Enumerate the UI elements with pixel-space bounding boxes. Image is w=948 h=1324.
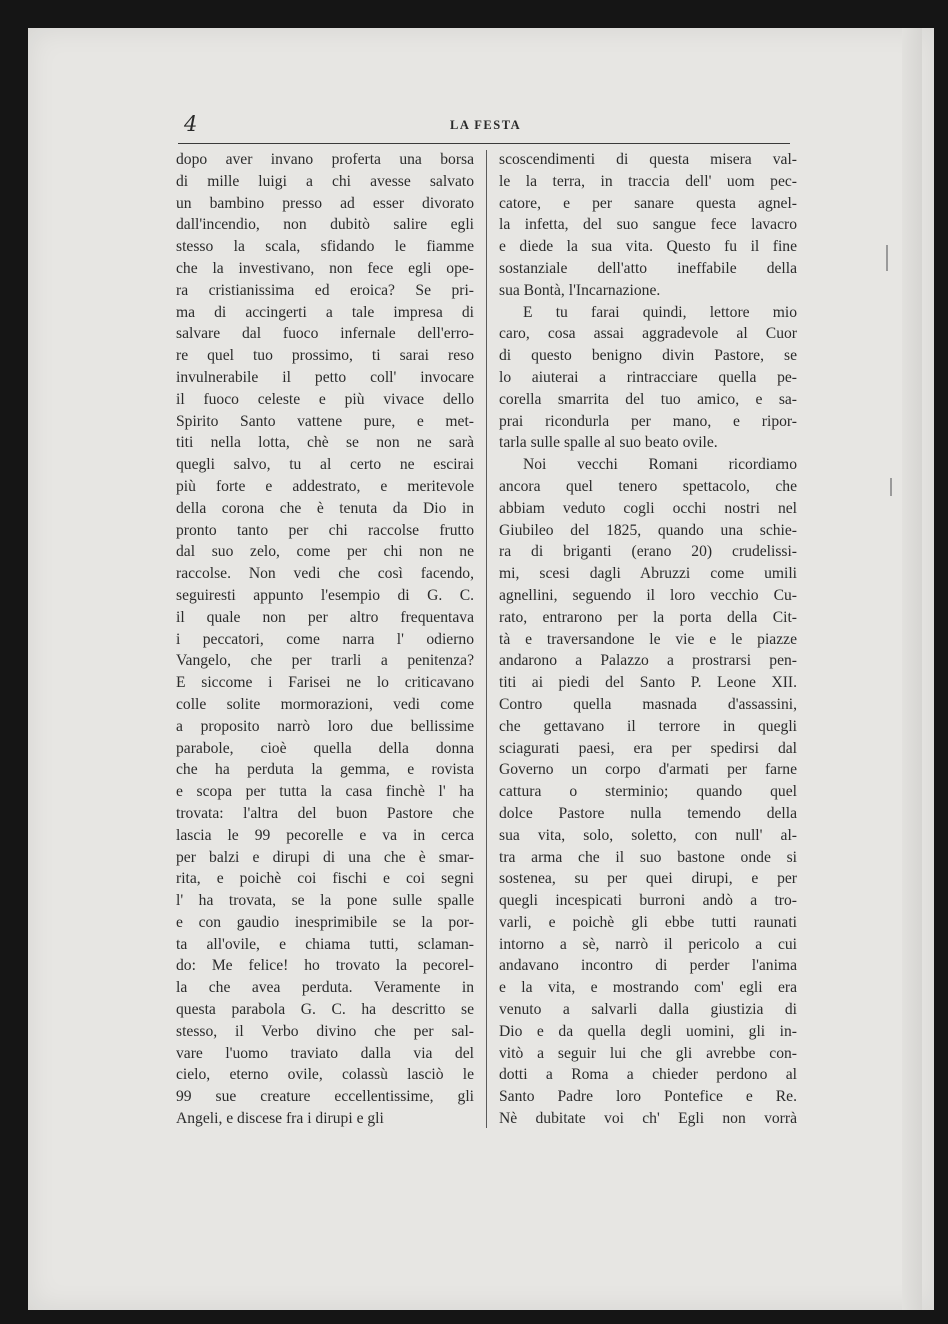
margin-mark	[886, 245, 888, 271]
text-line: la che avea perduta. Veramente in	[176, 979, 474, 997]
text-line: stesso la scala, sfidando le fiamme	[176, 238, 474, 256]
text-line: dal suo zelo, come per chi non ne	[176, 543, 474, 561]
text-line: mi, scesi dagli Abruzzi come umili	[499, 565, 797, 583]
text-line: tra arma che il suo bastone onde si	[499, 848, 797, 866]
text-line: catore, e per sanare questa agnel-	[499, 194, 797, 212]
text-line: dotti a Roma a chieder perdono al	[499, 1066, 797, 1084]
text-line: a proposito narrò loro due bellissime	[176, 717, 474, 735]
page-edge	[902, 28, 922, 1310]
text-line: ra cristianissima ed eroica? Se pri-	[176, 281, 474, 299]
text-line: sua vita, solo, soletto, con null' al-	[499, 826, 797, 844]
text-line: cielo, eterno ovile, colassù lasciò le	[176, 1066, 474, 1084]
text-line: lascia le 99 pecorelle e va in cerca	[176, 826, 474, 844]
text-line: ra di briganti (erano 20) crudelissi-	[499, 543, 797, 561]
running-title: LA FESTA	[450, 118, 522, 132]
text-line: che gettavano il terrore in quegli	[499, 717, 797, 735]
text-line: il quale non per altro frequentava	[176, 608, 474, 626]
text-line: la infetta, del suo sangue fece lavacro	[499, 216, 797, 234]
text-line: titi nella lotta, chè se non ne sarà	[176, 434, 474, 452]
text-line: sostenea, su per quei dirupi, e per	[499, 870, 797, 888]
text-line: caro, cosa assai aggradevole al Cuor	[499, 325, 797, 343]
text-line: della corona che è tenuta da Dio in	[176, 499, 474, 517]
text-line: Vangelo, che per trarli a penitenza?	[176, 652, 474, 670]
text-line: Noi vecchi Romani ricordiamo	[523, 456, 797, 474]
text-line: e con gaudio inesprimibile se la por-	[176, 913, 474, 931]
text-line: ta all'ovile, e chiama tutti, sclaman-	[176, 935, 474, 953]
text-line: che la investivano, non fece egli ope-	[176, 259, 474, 277]
text-line: che ha perduta la gemma, e rovista	[176, 761, 474, 779]
text-line: e diede la sua vita. Questo fu il fine	[499, 238, 797, 256]
text-line: le la terra, in traccia dell' uom pec-	[499, 172, 797, 190]
text-line: trovata: l'altra del buon Pastore che	[176, 804, 474, 822]
text-line: Dio e da quella degli uomini, gli in-	[499, 1022, 797, 1040]
text-line: i peccatori, come narra l' odierno	[176, 630, 474, 648]
text-line: il fuoco celeste e più vivace dello	[176, 390, 474, 408]
text-line: stesso, il Verbo divino che per sal-	[176, 1022, 474, 1040]
text-line: per balzi e dirupi di una che è smar-	[176, 848, 474, 866]
text-line: E siccome i Farisei ne lo criticavano	[176, 674, 474, 692]
text-line: ancora quel tenero spettacolo, che	[499, 477, 797, 495]
header-rule	[178, 143, 790, 144]
text-line: rita, e poichè coi fischi e coi segni	[176, 870, 474, 888]
right-column	[499, 149, 797, 1130]
text-line: corella smarrita del tuo amico, e sa-	[499, 390, 797, 408]
page-sheet	[28, 28, 934, 1310]
text-line: Santo Padre loro Pontefice e Re.	[499, 1088, 797, 1106]
text-line: titi ai piedi del Santo P. Leone XII.	[499, 674, 797, 692]
text-line: sostanziale dell'atto ineffabile della	[499, 259, 797, 277]
text-line: do: Me felice! ho trovato la pecorel-	[176, 957, 474, 975]
text-line: Giubileo del 1825, quando una schie-	[499, 521, 797, 539]
text-line: Nè dubitate voi ch' Egli non vorrà	[499, 1110, 797, 1128]
text-line: sciagurati paesi, era per spedirsi dal	[499, 739, 797, 757]
text-line: rato, entrarono per la porta della Cit-	[499, 608, 797, 626]
text-line: andavano incontro di perder l'anima	[499, 957, 797, 975]
text-line: cattura o sterminio; quando quel	[499, 783, 797, 801]
text-line: pronto tanto per chi raccolse frutto	[176, 521, 474, 539]
text-line: Contro quella masnada d'assassini,	[499, 695, 797, 713]
text-line: quegli salvo, tu al certo ne escirai	[176, 456, 474, 474]
text-line: lo aiuterai a rintracciare quella pe-	[499, 368, 797, 386]
page-number: 4	[184, 112, 198, 136]
text-line: salvare dal fuoco infernale dell'erro-	[176, 325, 474, 343]
text-line: raccolse. Non vedi che così facendo,	[176, 565, 474, 583]
text-line: seguiresti appunto l'esempio di G. C.	[176, 586, 474, 604]
text-line: di mille luigi a chi avesse salvato	[176, 172, 474, 190]
text-line: prai ricondurla per mano, e ripor-	[499, 412, 797, 430]
text-line: quegli incespicati burroni andò a tro-	[499, 892, 797, 910]
text-line: l' ha trovata, se la pone sulle spalle	[176, 892, 474, 910]
text-line: di questo benigno divin Pastore, se	[499, 347, 797, 365]
text-line: scoscendimenti di questa misera val-	[499, 151, 797, 168]
text-line: e la vita, e mostrando com' egli era	[499, 979, 797, 997]
text-line: abbiam veduto cogli occhi nostri nel	[499, 499, 797, 517]
column-divider	[486, 150, 487, 1128]
left-column	[176, 149, 474, 1130]
text-line: tà e traversandone le vie e le piazze	[499, 630, 797, 648]
text-line: Governo un corpo d'armati per farne	[499, 761, 797, 779]
text-line: colle solite mormorazioni, vedi come	[176, 695, 474, 713]
text-line: dolce Pastore nulla temendo della	[499, 804, 797, 822]
text-line: dopo aver invano proferta una borsa	[176, 151, 474, 168]
margin-mark	[890, 478, 892, 496]
text-line: tarla sulle spalle al suo beato ovile.	[499, 434, 718, 452]
text-line: andarono a Palazzo a prostrarsi pen-	[499, 652, 797, 670]
text-line: e scopa per tutta la casa finchè l' ha	[176, 783, 474, 801]
text-line: re quel tuo prossimo, ti sarai reso	[176, 347, 474, 365]
text-line: ma di accingerti a tale impresa di	[176, 303, 474, 321]
text-line: vare l'uomo traviato dalla via del	[176, 1044, 474, 1062]
text-line: questa parabola G. C. ha descritto se	[176, 1001, 474, 1019]
text-line: varli, e poichè gli ebbe tutti raunati	[499, 913, 797, 931]
text-line: un bambino presso ad esser divorato	[176, 194, 474, 212]
text-line: Angeli, e discese fra i dirupi e gli	[176, 1110, 384, 1128]
text-line: E tu farai quindi, lettore mio	[523, 303, 797, 321]
text-line: vitò a seguir lui che gli avrebbe con-	[499, 1044, 797, 1062]
text-line: dall'incendio, non dubitò salire egli	[176, 216, 474, 234]
text-line: più forte e addestrato, e meritevole	[176, 477, 474, 495]
text-line: invulnerabile il petto coll' invocare	[176, 368, 474, 386]
text-line: parabole, cioè quella della donna	[176, 739, 474, 757]
running-head	[178, 112, 790, 138]
text-line: venuto a salvarli dalla giustizia di	[499, 1001, 797, 1019]
text-line: agnellini, seguendo il loro vecchio Cu-	[499, 586, 797, 604]
text-line: 99 sue creature eccellentissime, gli	[176, 1088, 474, 1106]
text-line: sua Bontà, l'Incarnazione.	[499, 281, 661, 299]
text-line: intorno a sè, narrò il pericolo a cui	[499, 935, 797, 953]
text-line: Spirito Santo vattene pure, e met-	[176, 412, 474, 430]
